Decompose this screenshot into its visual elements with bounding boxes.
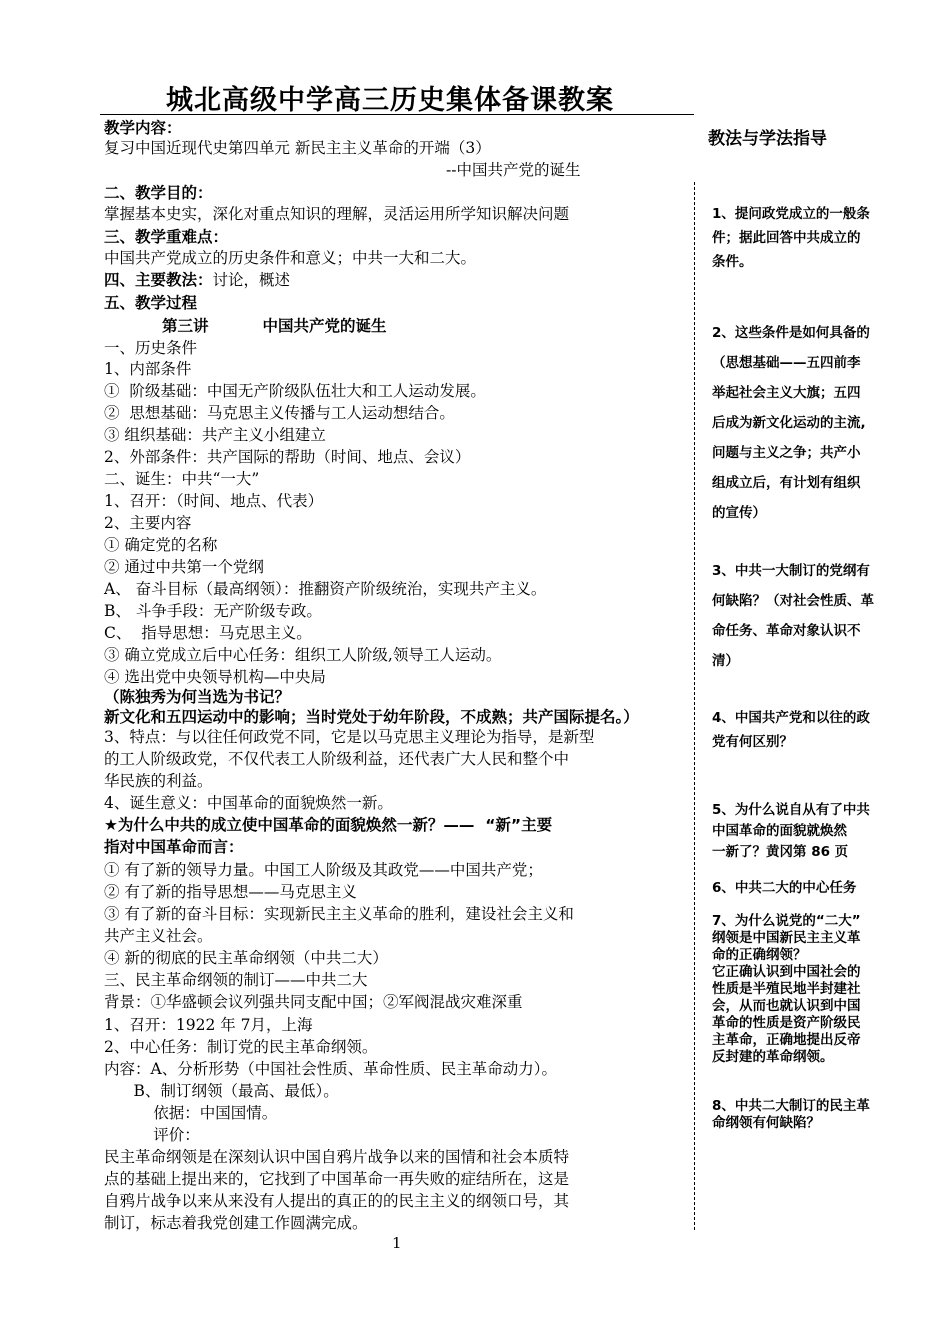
lesson-line [104,1169,569,1189]
guidance-note-line: 3、中共一大制订的党纲有 [712,563,870,579]
guidance-note-line: 清） [712,653,739,669]
lesson-line-text: ① 有了新的领导力量。中国工人阶级及其政党——中国共产党； [104,861,543,879]
guidance-note-4 [712,706,912,754]
lesson-line [104,707,639,727]
guidance-note-1 [712,202,912,274]
lesson-line-text: 三、教学重难点： [104,228,229,246]
guidance-note-line: 7、为什么说党的“二大” [712,913,861,929]
guidance-note-line: 中国革命的面貌就焕然 [712,823,847,839]
lesson-line-text: 3、特点：与以往任何政党不同，它是以马克思主义理论为指导，是新型 [104,728,595,746]
lesson-line [104,183,213,203]
lesson-line [104,1059,557,1079]
lesson-line [104,138,491,158]
guidance-note-line: 组成立后，有计划有组织 [712,475,861,491]
lesson-line-text: 一、历史条件 [104,339,198,357]
lesson-line-text: ④ 选出党中央领导机构—中央局 [104,668,326,686]
guidance-note-line: 革命的性质是资产阶级民 [712,1015,861,1031]
lesson-line [104,557,264,577]
lesson-line-text: ① 确定党的名称 [104,536,218,554]
lesson-line-text: 背景：①华盛顿会议列强共同支配中国；②军阀混战灾难深重 [104,993,523,1011]
guidance-note-line: 2、这些条件是如何具备的 [712,325,870,341]
guidance-note-line: 反封建的革命纲领。 [712,1049,834,1065]
lesson-line [104,687,290,707]
guidance-note-line: 何缺陷？（对社会性质、革 [712,593,874,609]
lesson-line-text: ② 思想基础：马克思主义传播与工人运动想结合。 [104,404,455,422]
guidance-note-line: 后成为新文化运动的主流, [712,415,866,431]
lesson-line-text: 共产主义社会。 [104,927,213,945]
guidance-note-3 [712,556,912,676]
guidance-note-line: 问题与主义之争；共产小 [712,445,861,461]
lesson-line-text: ③ 组织基础：共产主义小组建立 [104,426,326,444]
lesson-line [104,227,228,247]
lesson-line [104,727,594,747]
lesson-line-text: 华民族的利益。 [104,772,213,790]
lesson-line [104,1191,569,1211]
lesson-line-text: 自鸦片战争以来从来没有人提出的真正的的民主主义的纲领口号，其 [104,1192,570,1210]
guidance-note-8 [712,1098,912,1132]
lesson-line [104,860,543,880]
lesson-line [104,1015,313,1035]
lesson-line [104,425,326,445]
lesson-line-text: 2、中心任务：制订党的民主革命纲领。 [104,1038,378,1056]
lesson-line [104,535,217,555]
lesson-line-text: ① 阶级基础：中国无产阶级队伍壮大和工人运动发展。 [104,382,486,400]
guidance-note-line: 性质是半殖民地半封建社 [712,981,861,997]
guidance-note-line: 命任务、革命对象认识不 [712,623,861,639]
lesson-line-text: --中国共产党的诞生 [446,161,581,179]
lesson-line-text: A、 奋斗目标（最高纲领）：推翻资产阶级统治，实现共产主义。 [104,580,547,598]
lesson-line-text: B、制订纲领（最高、最低）。 [104,1082,339,1100]
guidance-note-7 [712,913,912,1066]
lesson-line [104,270,290,290]
lesson-line-text: 二、诞生：中共“一大” [104,470,260,488]
lesson-line [104,771,213,791]
lesson-line [104,338,197,358]
lesson-line [104,749,569,769]
lesson-line [104,970,368,990]
lesson-line [104,1147,569,1167]
lesson-line-text: 1、召开：1922 年 7月，上海 [104,1016,313,1034]
lesson-line-text: 2、主要内容 [104,514,192,532]
lesson-line-text: ★为什么中共的成立使中国革命的面貌焕然一新？—— “新”主要 [104,816,553,834]
lesson-line-text: 二、教学目的： [104,184,213,202]
lesson-line-text: ② 通过中共第一个党纲 [104,558,264,576]
lesson-line-text: 点的基础上提出来的，它找到了中国革命一再失败的症结所在，这是 [104,1170,570,1188]
guidance-note-line: 8、中共二大制订的民主革 [712,1098,870,1114]
lesson-line [162,316,386,336]
guidance-note-line: 主革命，正确地提出反帝 [712,1032,861,1048]
guidance-note-line: 命纲领有何缺陷？ [712,1115,820,1131]
lesson-line-suffix: 讨论，概述 [212,271,291,289]
lesson-line-text: C、 指导思想：马克思主义。 [104,624,312,642]
guidance-note-line: 6、中共二大的中心任务 [712,880,857,896]
lesson-line [104,948,388,968]
lesson-line-text: 中国共产党成立的历史条件和意义；中共一大和二大。 [104,249,477,267]
lesson-line-text: 民主革命纲领是在深刻认识中国自鸦片战争以来的国情和社会本质特 [104,1148,570,1166]
guidance-note-line: 纲领是中国新民主主义革 [712,930,861,946]
lesson-line-text: 2、外部条件：共产国际的帮助（时间、地点、会议） [104,448,471,466]
lesson-line [104,992,523,1012]
lesson-line [104,601,322,621]
guidance-note-line: 5、为什么说自从有了中共 [712,802,870,818]
lesson-line-text: 三、民主革命纲领的制订——中共二大 [104,971,368,989]
lesson-line [104,204,569,224]
lesson-line-text: 掌握基本史实，深化对重点知识的理解，灵活运用所学知识解决问题 [104,205,570,223]
lesson-line [104,1125,200,1145]
side-column-header: 教法与学法指导 [708,129,827,149]
guidance-note-5 [712,800,912,863]
lesson-line [104,645,501,665]
lesson-line-text: ② 有了新的指导思想——马克思主义 [104,883,357,901]
guidance-note-line: 举起社会主义大旗；五四 [712,385,861,401]
guidance-note-line: 一新了？黄冈第 86 页 [712,844,849,860]
lesson-line-text: 1、内部条件 [104,360,192,378]
lesson-line [446,160,580,180]
lesson-line-text: B、 斗争手段：无产阶级专政。 [104,602,322,620]
guidance-note-2 [712,318,912,528]
lesson-line [104,1103,277,1123]
lesson-line-text: 内容：A、分析形势（中国社会性质、革命性质、民主革命动力）。 [104,1060,557,1078]
lesson-line [104,623,312,643]
lesson-line [104,904,574,924]
guidance-note-line: 党有何区别？ [712,734,793,750]
lesson-line [104,381,486,401]
guidance-note-line: 命的正确纲领？ [712,947,807,963]
guidance-note-line: （思想基础——五四前李 [712,355,861,371]
lesson-line-text: （陈独秀为何当选为书记？ [104,688,291,706]
lesson-line-text: 制订，标志着我党创建工作圆满完成。 [104,1214,368,1232]
lesson-line [104,815,552,835]
lesson-line [104,359,191,379]
lesson-line-text: 四、主要教法： [104,271,213,289]
page-title: 城北高级中学高三历史集体备课教案 [166,85,614,116]
guidance-note-line: 它正确认识到中国社会的 [712,964,861,980]
lesson-line [104,1213,368,1233]
guidance-note-line: 1、提问政党成立的一般条 [712,206,870,222]
lesson-line [104,926,213,946]
lesson-line-text: ③ 确立党成立后中心任务：组织工人阶级,领导工人运动。 [104,646,502,664]
lesson-line-text: 1、召开：（时间、地点、代表） [104,492,324,510]
guidance-note-line: 条件。 [712,254,753,270]
lesson-line [104,469,259,489]
lesson-line-text: 依据：中国国情。 [104,1104,278,1122]
lesson-line [104,882,357,902]
lesson-line-text: 五、教学过程 [104,294,198,312]
guidance-note-line: 4、中国共产党和以往的政 [712,710,870,726]
lesson-line [104,837,244,857]
page-number: 1 [392,1234,402,1252]
lesson-line-text: 4、诞生意义：中国革命的面貌焕然一新。 [104,794,393,812]
lesson-line [104,579,546,599]
lesson-line [104,118,182,138]
lesson-line-text: 第三讲 中国共产党的诞生 [162,317,387,335]
lesson-line [104,403,455,423]
lesson-line-text: 新文化和五四运动中的影响；当时党处于幼年阶段，不成熟；共产国际提名。） [104,708,639,726]
lesson-line-text: 评价： [104,1126,200,1144]
lesson-line-text: 的工人阶级政党，不仅代表工人阶级利益，还代表广大人民和整个中 [104,750,570,768]
lesson-line [104,793,393,813]
guidance-note-6 [712,876,912,900]
lesson-line-text: ④ 新的彻底的民主革命纲领（中共二大） [104,949,388,967]
column-divider [694,182,695,1230]
lesson-line [104,1037,377,1057]
guidance-note-line: 件；据此回答中共成立的 [712,230,861,246]
lesson-line-text: 复习中国近现代史第四单元 新民主主义革命的开端（3） [104,139,491,157]
lesson-line-text: ③ 有了新的奋斗目标：实现新民主主义革命的胜利，建设社会主义和 [104,905,574,923]
guidance-note-line: 会，从而也就认识到中国 [712,998,861,1014]
guidance-note-line: 的宣传） [712,505,766,521]
lesson-line [104,447,470,467]
lesson-line [104,1081,339,1101]
lesson-line [104,667,326,687]
lesson-line-text: 指对中国革命而言： [104,838,244,856]
lesson-line [104,248,476,268]
lesson-line-text: 教学内容： [104,119,182,137]
title-underline [100,114,694,115]
lesson-line [104,513,191,533]
lesson-line [104,491,323,511]
lesson-line [104,293,197,313]
